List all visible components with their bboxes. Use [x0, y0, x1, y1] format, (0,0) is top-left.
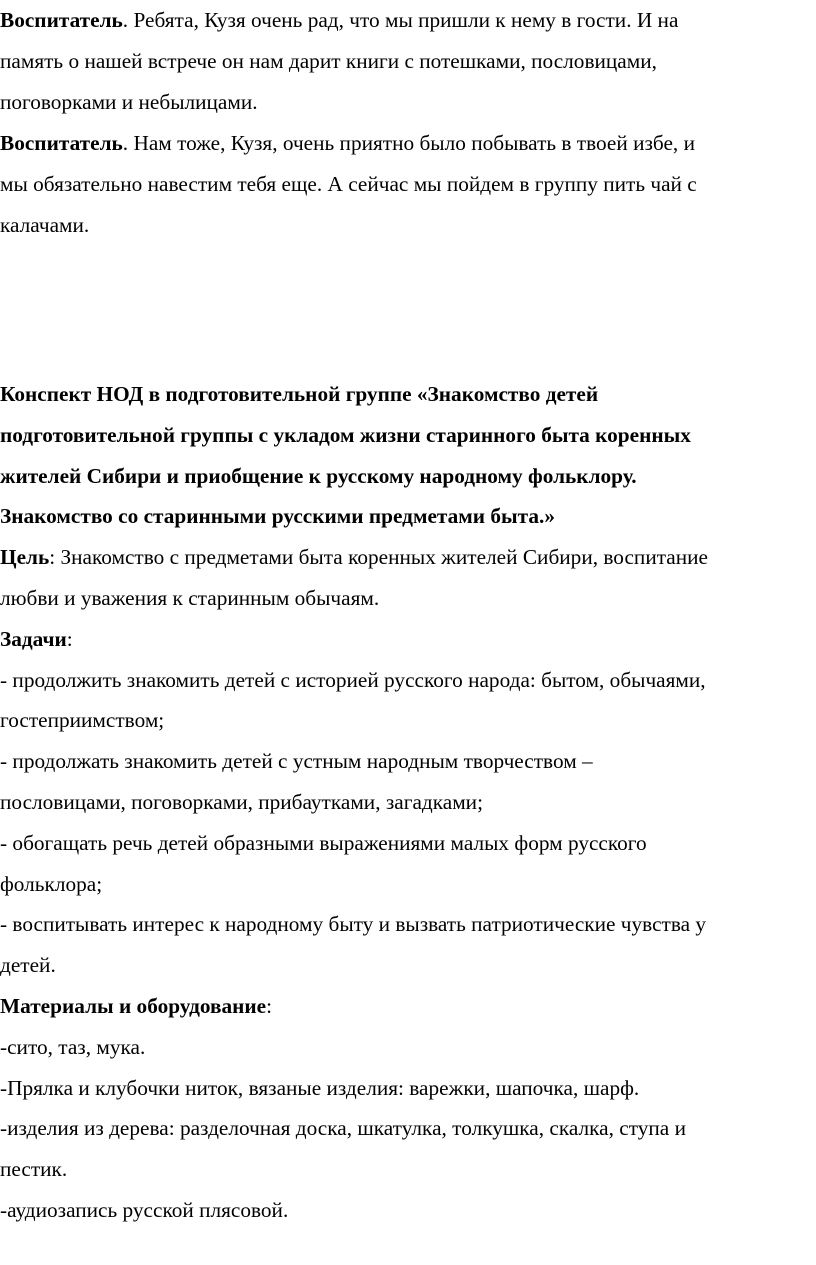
summary-title-line: Конспект НОД в подготовительной группе «Знакомство детей [0, 382, 599, 406]
speaker-label: Воспитатель [0, 131, 123, 155]
dialogue-paragraph-1 [0, 0, 680, 122]
tasks-label: Задачи [0, 626, 67, 651]
material-line: пестик. [0, 1157, 68, 1182]
summary-title-line: подготовительной группы с укладом жизни старинного быта коренных [0, 422, 691, 447]
material-line: -Прялка и клубочки ниток, вязаные изделия: варежки, шапочка, шарф. [0, 1075, 640, 1100]
goal-text: : Знакомство с предметами быта коренных жителей Сибири, воспитание [49, 545, 708, 570]
dialogue-text: . Ребята, Кузя очень рад, что мы пришли к нему в гости. И на [122, 8, 679, 32]
materials-colon: : [266, 993, 273, 1018]
material-line: -сито, таз, мука. [0, 1034, 146, 1059]
text-line [0, 123, 697, 164]
materials-heading [0, 986, 708, 1027]
material-line: -аудиозапись русской плясовой. [0, 1197, 289, 1222]
speaker-label: Воспитатель [0, 8, 123, 32]
dialogue-paragraph-2 [0, 123, 699, 245]
text-line: память о нашей встрече он нам дарит книги с потешками, пословицами, [0, 48, 657, 73]
task-line: - воспитывать интерес к народному быту и вызвать патриотические чувства у [0, 912, 707, 937]
summary-title-line: жителей Сибири и приобщение к русскому народному фольклору. [0, 463, 637, 488]
task-line: - продолжить знакомить детей с историей русского народа: бытом, обычаями, [0, 667, 706, 692]
text-line: калачами. [0, 212, 90, 237]
materials-label: Материалы и оборудование [0, 993, 267, 1018]
tasks-heading [0, 619, 708, 660]
material-line: -изделия из дерева: разделочная доска, шкатулка, толкушка, скалка, ступа и [0, 1116, 686, 1141]
goal-line: любви и уважения к старинным обычаям. [0, 585, 380, 610]
goal-line [0, 537, 708, 578]
task-line: гостеприимством; [0, 708, 165, 733]
dialogue-text: . Нам тоже, Кузя, очень приятно было побывать в твоей избе, и [122, 131, 695, 155]
text-line [0, 0, 678, 41]
goal-label: Цель [0, 545, 50, 570]
task-line: пословицами, поговорками, прибаутками, загадками; [0, 789, 483, 814]
text-line: поговорками и небылицами. [0, 89, 258, 114]
text-line: мы обязательно навестим тебя еще. А сейчас мы пойдем в группу пить чай с [0, 171, 697, 196]
tasks-colon: : [66, 626, 73, 651]
task-line: фольклора; [0, 871, 103, 896]
lesson-summary-section [0, 374, 710, 1231]
task-line: - обогащать речь детей образными выражениями малых форм русского [0, 830, 647, 855]
task-line: детей. [0, 953, 56, 978]
summary-title-line: Знакомство со старинными русскими предметами быта.» [0, 504, 555, 529]
task-line: - продолжать знакомить детей с устным народным творчеством – [0, 749, 593, 774]
